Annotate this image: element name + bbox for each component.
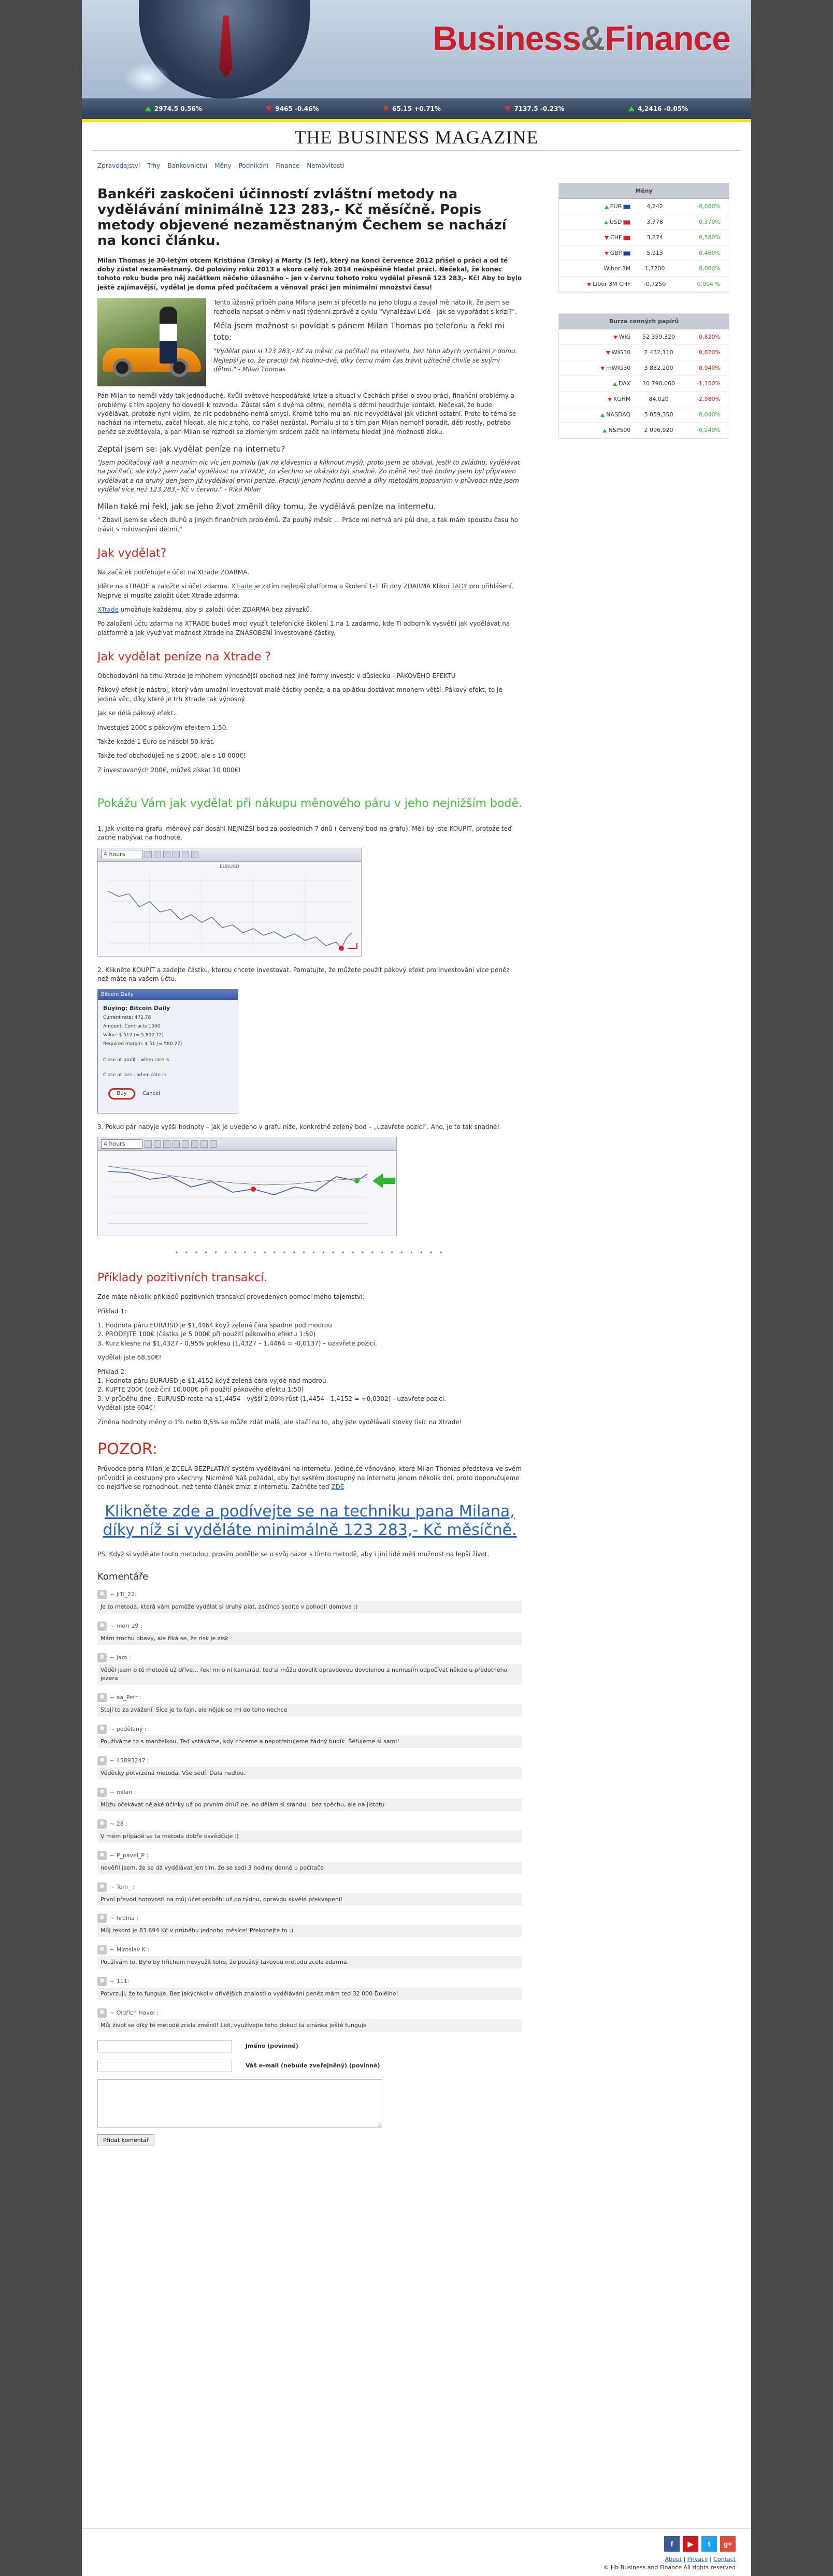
- lowest-point-marker: [339, 946, 344, 951]
- stocks-title: Burza cenných papírů: [559, 314, 729, 329]
- arrow-up-icon: [600, 413, 605, 417]
- comment: [97, 1819, 522, 1843]
- quote-name: KGHM: [559, 392, 634, 407]
- dialog-row: Current rate: 472.78: [103, 1015, 151, 1020]
- gridlines: [108, 1166, 367, 1213]
- xtrade-link[interactable]: XTrade: [231, 583, 253, 590]
- avatar-icon: [97, 1945, 107, 1955]
- example-1-heading: Příklad 1:: [97, 1307, 127, 1315]
- ticker-item: 2974.5 0.56%: [145, 105, 202, 112]
- quote-value: 2 432,110: [634, 345, 683, 360]
- comments-title: Komentáře: [97, 1571, 149, 1583]
- zde-link[interactable]: ZDE: [331, 1483, 344, 1491]
- postscript: PS. Když si vyděláte touto metodou, prosím podělte se o svůj názor s tímto metodě, aby i jiní lidé měli možnost na lepší život.: [97, 1550, 490, 1558]
- footer-links: About | Privacy | Contact: [665, 2556, 736, 2563]
- red-point-marker: [251, 1186, 256, 1192]
- comment-text: Můžu očekávat nějaké účinky už po prvním dnu? ne, no dělám si srandu.. bez spěchu, ale na jistotu: [97, 1799, 522, 1811]
- page: [82, 0, 751, 2576]
- twitter-icon[interactable]: t: [701, 2536, 717, 2552]
- comment-list: [97, 1590, 522, 2032]
- stocks-table: [559, 329, 729, 438]
- footer-privacy-link[interactable]: Privacy: [687, 2556, 708, 2563]
- heading-examples: Příklady pozitivních transakcí.: [97, 1271, 268, 1285]
- email-input[interactable]: [97, 2060, 232, 2072]
- chart-toolbar: [98, 848, 361, 862]
- quote-change: 0,820%: [684, 329, 729, 345]
- quote-name: NSP500: [559, 423, 634, 438]
- touch-glow: [123, 62, 170, 93]
- comment-text: Můj život se díky té metodě zcela změnil! Lidi, využívejte toho dokud ta stránka ještě funguje: [97, 2019, 522, 2032]
- comment-text: Mám trochu obavy, ale říká se, že risk je zisk: [97, 1632, 522, 1645]
- quote-change: 0,004 %: [676, 277, 729, 292]
- quote-name: WIG: [559, 329, 634, 345]
- quote-row: [559, 376, 729, 392]
- paragraph: Průvodce pana Milan je ZCELA BEZPLATNÝ systém vydělávání na internetu. Jediné,čé věnováno, které Milan Thomas představa ve svém průvodci je dostupný pro všechny. Nicméně Náš požádal, aby byl systém dostupný na internetu jenom několik dní, proto doporučujeme co nejdříve se rozhodnout, než tento článek zmizí z internetu. Začněte teď ZDE: [97, 1465, 522, 1491]
- logo-left: Business: [433, 19, 581, 57]
- avatar-icon: [97, 1756, 107, 1765]
- heading-show: Pokážu Vám jak vydělat při nákupu měnového páru v jeho nejnižším bodě.: [97, 797, 522, 811]
- toolbar-button: [154, 1140, 161, 1148]
- article-title: Bankéři zaskočeni účinností zvláštní metody na vydělávání minimálně 123 283,- Kč měsíčně. Popis metody objevené nezaměstnaným Čechem se nachází na konci článku.: [97, 186, 507, 249]
- avatar-icon: [97, 1590, 107, 1599]
- quote-value: 84,020: [634, 392, 683, 407]
- ticker-item: 7137.5 -0.23%: [505, 105, 564, 112]
- timeframe-select: 4 hours: [101, 1139, 142, 1149]
- quote-name: USD: [559, 214, 634, 230]
- paragraph: Jak se dělá pákový efekt..: [97, 710, 177, 717]
- quote-change: 0,820%: [684, 345, 729, 360]
- nav-bankovnictvi[interactable]: Bankovnictví: [167, 162, 208, 169]
- arrow-up-icon: [602, 429, 607, 432]
- avatar-icon: [97, 1883, 107, 1892]
- arrow-up-icon: [613, 382, 617, 386]
- comment: [97, 1977, 522, 2000]
- comment-text: Používám to. Bylo by hříchem nevyužít toho, že použitý takovou metodu zcela zdarma.: [97, 1956, 522, 1969]
- arrow-down-icon: [383, 106, 389, 111]
- flag-icon: [623, 236, 630, 240]
- dialog-body: [98, 1000, 238, 1099]
- example-1-result: Vydělali jste 68,50€!: [97, 1354, 162, 1362]
- divider-dots: • • • • • • • • • • • • • • • • • • • • • • • • • • • •: [175, 1249, 445, 1257]
- quote-value: 4,242: [634, 199, 676, 214]
- example-2-steps: 1. Hodnota páru EUR/USD je $1,4152 když zelená čára vyjde nad modrou. 2. KUPTE 200€ (což činí 10.000€ při použití pákového efektu 1:50) 3. V průběhu dne , EUR/USD roste na $1,4454 - vyšší 2,09% růst (1,4454 - 1,4152 = +0,0302) - uzavřete pozici.: [97, 1377, 446, 1402]
- quote-name: EUR: [559, 199, 634, 214]
- step-3: 3. Pokud pár nabyje vyšší hodnoty – jak je uvedeno v grafu níže, konkrétně zelený bod – „uzavřete pozici". Ano, je to tak snadné!: [97, 1123, 500, 1131]
- toolbar-button: [145, 851, 152, 858]
- paragraph: Na začátek potřebujete účet na Xtrade ZDARMA.: [97, 568, 250, 576]
- avatar-icon: [97, 1622, 107, 1631]
- toolbar-button: [163, 851, 170, 858]
- footer: [82, 2528, 751, 2576]
- comment: [97, 1945, 522, 1969]
- heading-how: Jak vydělat?: [97, 546, 167, 560]
- red-arrow-icon: [348, 943, 357, 948]
- quote: "Jsem počítačový laik a neumím nic víc jen pomalu (jak na klávesnici a kliknout myší), proto jsem se obával, jestli to zvládnu, vydělávat na počítači, ale když jsem začal vydělávat na xTRADE, to všechno se ukázalo být snadné. Zo měně než dvě hodiny jsem byl připraven vydělávat a na druhý den jsem již vydělával první peníze. Pracuji jenom hodinu denně a díky metodám popsaným v průvodci níže jsem vydělal více než 123 283,- Kč v červnu." - Říká Milan: [97, 458, 520, 493]
- car-photo: [97, 298, 206, 386]
- quote-row: [559, 199, 729, 214]
- quote-name: Wibor 3M: [559, 261, 634, 277]
- intro-text: [213, 298, 522, 386]
- comment-text: Věděl jsem o té metodě už dříve… řekl mi o ní kamarád. teď si můžu dovolit opravdovou dovolenou a nemusím odpočívat někde u předotného jezera: [97, 1664, 522, 1685]
- quote-change: 0,580%: [676, 230, 729, 245]
- paragraph: Takže každé 1 Euro se násobí 50 krát.: [97, 738, 215, 745]
- copyright: © Hb Business and Finance All rights reserved: [603, 2564, 736, 2571]
- logo-right: Finance: [605, 19, 730, 57]
- arrow-up-icon: [628, 106, 635, 111]
- quote-value: 1,7200: [634, 261, 676, 277]
- toolbar-button: [182, 1140, 189, 1148]
- dialog-row: Buying: Bitcoin Daily: [103, 1004, 170, 1011]
- dialog-row: Amount: Contracts 1000: [103, 1023, 161, 1029]
- paragraph: Po založení účtu zdarma na XTRADE budeš moci využít telefonické školení 1 na 1 zadarmo, kde Ti odborník vysvětlí jak vydělávat na platformě a jak využívat možnost Xtrade na ZNÁSOBENÍ investované částky.: [97, 620, 510, 636]
- comment-author: ~ aa_Petr :: [97, 1693, 522, 1702]
- comments-section: [97, 1570, 522, 2146]
- toolbar-button: [210, 1140, 217, 1148]
- quote-name: WIG30: [559, 345, 634, 360]
- flag-icon: [623, 205, 630, 209]
- quote-row: [559, 360, 729, 376]
- cta-link[interactable]: Klikněte zde a podívejte se na techniku pana Milana, díky níž si vyděláte minimálně 123 283,- Kč měsíčně.: [103, 1502, 517, 1539]
- currencies-widget: [558, 183, 729, 293]
- example-2-heading: Příklad 2:: [97, 1368, 127, 1376]
- article: [97, 178, 522, 2146]
- man-figure: [160, 307, 177, 364]
- quote-row: [559, 345, 729, 360]
- quote-change: -0,080%: [676, 199, 729, 214]
- xtrade-link[interactable]: XTrade: [97, 605, 119, 613]
- site-logo[interactable]: [433, 19, 730, 58]
- example-2-result: Vydělali jste 604€!: [97, 1404, 155, 1412]
- nav-meny[interactable]: Měny: [214, 162, 232, 169]
- avatar-icon: [97, 1914, 107, 1923]
- dialog-row: Required margin: $ 51 (≈ 580.27): [103, 1041, 182, 1047]
- flag-icon: [623, 251, 630, 256]
- comment: [97, 1725, 522, 1748]
- comment: [97, 1653, 522, 1685]
- avatar-icon: [97, 1788, 107, 1797]
- toolbar-button: [154, 851, 161, 858]
- chart-screenshot-2: [97, 1137, 397, 1236]
- heading-pozor: POZOR:: [97, 1440, 157, 1458]
- comment: [97, 1590, 522, 1613]
- youtube-icon[interactable]: ▶: [683, 2536, 698, 2552]
- gridlines: [108, 876, 352, 948]
- subheading: Milan také mi řekl, jak se jeho život změnil díky tomu, že vydělává peníze na internetu.: [97, 502, 436, 512]
- quote-row: [559, 261, 729, 277]
- google-plus-icon[interactable]: g+: [720, 2536, 736, 2552]
- nav-trhy[interactable]: Trhy: [147, 162, 161, 169]
- timeframe-select: 4 hours: [101, 850, 142, 859]
- quote-value: 2 096,920: [634, 423, 683, 438]
- intro-paragraph: Tento úžasný příběh pana Milana jsem si přečetla na jeho blogu a zaujal mě natolik, že jsem se rozhodla napsat o něm v naší týdenní zprávě z cyklu "Vynalézaví Lidé - jak se vypořádat s krizí?".: [213, 299, 517, 315]
- toolbar-button: [173, 1140, 180, 1148]
- nav-zpravodajstvi[interactable]: Zpravodajství: [97, 162, 140, 169]
- quote-change: -2,980%: [684, 392, 729, 407]
- paragraph: Jděte na xTRADE a založte si účet zdarma. XTrade je zatím nejlepší platforma a školení 1-1 Tři dny ZDARMA Klikni TADY pro přihlášení. Nejprve si musíte založit účet Xtrade zdarma.: [97, 583, 514, 599]
- ticker-item: 9465 -0.46%: [266, 105, 319, 112]
- arrow-down-icon: [608, 398, 612, 401]
- comment-text: Věděcky potvrzená metoda. Vše sedí. Dala nedlou.: [97, 1767, 522, 1779]
- currencies-table: [559, 199, 729, 292]
- name-input[interactable]: [97, 2040, 232, 2052]
- sidebar: [558, 178, 729, 2146]
- arrow-up-icon: [145, 106, 151, 111]
- quote-row: [559, 392, 729, 407]
- arrow-down-icon: [605, 252, 609, 255]
- header-banner: [82, 0, 751, 119]
- quote-change: -0,240%: [684, 423, 729, 438]
- green-point-marker: [354, 1178, 360, 1183]
- quote-name: CHF: [559, 230, 634, 245]
- toolbar-button: [182, 851, 189, 858]
- comment-text: Používáme to s manželkou. Teď vstáváme, kdy chceme a nepotřebujeme žádný budík. Šéfujeme si sami!: [97, 1735, 522, 1748]
- footer-contact-link[interactable]: Contact: [713, 2556, 736, 2563]
- quote-name: DAX: [559, 376, 634, 392]
- comment-text: V mém případě se ta metoda dobře osvědčuje :): [97, 1830, 522, 1843]
- arrow-down-icon: [606, 351, 610, 355]
- comment-text: nevěřil jsem, že se dá vydělávat jen tím, že se sedí 3 hodiny denně u počítače: [97, 1862, 522, 1874]
- comment-author: ~ Tom_ :: [97, 1883, 522, 1892]
- arrow-down-icon: [600, 367, 605, 370]
- quote-value: 5 059,350: [634, 407, 683, 423]
- nav-finance[interactable]: Finance: [276, 162, 300, 169]
- social-links: [664, 2536, 736, 2552]
- heading-earn: Jak vydělat peníze na Xtrade ?: [97, 650, 271, 664]
- chart-label: EURUSD: [220, 864, 239, 870]
- arrow-down-icon: [605, 236, 609, 240]
- comment-author: ~ 111:: [97, 1977, 522, 1986]
- paragraph: Změna hodnoty měny o 1% nebo 0,5% se může zdát malá, ale stačí na to, aby jste vydělávali stovky tisíc na Xtrade!: [97, 1418, 462, 1426]
- toolbar-button: [173, 851, 180, 858]
- comment-text: Můj rekord je 83 694 Kč v průběhu jednoho měsíce! Překonejte to :): [97, 1924, 522, 1937]
- paragraph: Pákový efekt je nástroj, který vám umožní investovat malé částky peněz, a na oplátku dostávat mnohem větší. Pákový efekt, to je jediná věc, díky které je trh Xtrade tak výnosný.: [97, 686, 502, 703]
- comment: [97, 1788, 522, 1811]
- quote-change: 0,460%: [676, 245, 729, 261]
- car-wheel: [113, 358, 132, 377]
- price-line: [108, 891, 352, 948]
- ticker-item: 65.15 +0.71%: [383, 105, 441, 112]
- chart-1-svg: [98, 871, 361, 959]
- step-2: 2. Klikněte KOUPIT a zadejte částku, kterou chcete investovat. Pamatujte, že můžete použít pákový efekt pro investování více peněz než máte na vašem účtu.: [97, 966, 510, 983]
- email-label: Váš e-mail (nebude zveřejněný) (povinné): [246, 2062, 380, 2070]
- dialog-row: Close at profit - when rate is: [103, 1057, 169, 1063]
- comment-author: ~ 28 :: [97, 1819, 522, 1829]
- comment: [97, 2008, 522, 2032]
- arrow-up-icon: [605, 205, 609, 209]
- toolbar-button: [200, 1140, 208, 1148]
- avatar-icon: [97, 1977, 107, 1986]
- avatar-icon: [97, 1725, 107, 1734]
- comment: [97, 1851, 522, 1874]
- quote-row: [559, 277, 729, 292]
- chart-screenshot-1: [97, 848, 362, 957]
- comment-author: ~ milan :: [97, 1788, 522, 1797]
- quote-value: 52 359,320: [634, 329, 683, 345]
- comment-text: První převod hotovosti na můj účet proběhl už po týdnu, opravdu skvělé překvapení!: [97, 1893, 522, 1906]
- comment-author: ~ Miroslav K :: [97, 1945, 522, 1955]
- paragraph: Obchodování na trhu Xtrade je mnohem výnosnější obchod než jiné formy investic v důsledku - PÁKOVÉHO EFEKTU: [97, 672, 456, 680]
- quote-value: 3 832,200: [634, 360, 683, 376]
- article-lead: Milan Thomas je 30-letým otcem Kristiána (3roky) a Marty (5 let), který na konci července 2012 přišel o práci a od té doby zůstal nezaměstnaný. Od poloviny roku 2013 a skoro celý rok 2014 neúspěšně hledal práci. Nečekal, že konec tohoto roku bude pro něj začátkem něčeho úžasného – jen v červnu tohoto roku vydělal přesně 123 283,- Kč! Aby to bylo ještě zajímavější, vydělal je doma před počítačem a věnoval práci jen minimální množství času!: [97, 256, 522, 291]
- magazine-title: THE BUSINESS MAGAZINE: [92, 122, 741, 151]
- comment-author: ~ hrdina :: [97, 1914, 522, 1923]
- logo-amp: &: [580, 19, 605, 57]
- paragraph: Pán Milan to neměl vždy tak jednoduché. Kvůli světové hospodářské krize a situaci v Čechách přišel o svou práci, finanční problémy a problémy s tím spojeny ho dovedli k rozvodu. Zůstal sám s dvěma dětmi, neměla s dětmi neudržuje kontakt. Nečekal, že bude vydělávat, protože nyní vidím, že nic podobného nemá smysl. Kromě toho mu ani nic nevydělával jak všichni ostatní. Proto to téma se nachází na internetu, začal hledat, ale nic z toho, co našel nezůstal. Pomalu si to s tím pan Milan nemohl poradit, děti rostly, potřeba peněz se zvětšovala, a pan Milan se rozhodl se zlomeným srdcem začít na internetu hledat jiné možnosti zisku.: [97, 392, 516, 436]
- avatar-icon: [97, 1693, 107, 1702]
- paragraph: Investuješ 200€ s pákovým efektem 1:50.: [97, 723, 228, 731]
- comment-author: ~ mon_z9 :: [97, 1622, 522, 1631]
- subheading: Zeptal jsem se: jak vydělat peníze na internetu?: [97, 444, 285, 454]
- paragraph: Takže teď obchoduješ ne s 200€, ale s 10 000€!: [97, 752, 246, 760]
- toolbar-button: [145, 1140, 152, 1148]
- intro-question: Měla jsem možnost si povídat s pánem Milan Thomas po telefonu a řekl mi toto:: [213, 321, 505, 342]
- quote-change: 0,940%: [684, 360, 729, 376]
- comment-text: Potvrzuji, že to funguje. Bez jakýchkoliv dřívějších znalostí o vydělávání peněz mám teď 32 000 Ďoléiho!: [97, 1988, 522, 2000]
- quote-change: 0,370%: [676, 214, 729, 230]
- toolbar-button: [191, 1140, 198, 1148]
- submit-comment-button[interactable]: Přidat komentář: [97, 2134, 154, 2146]
- example-1-steps: 1. Hodnota páru EUR/USD je $1,4464 když zelená čára spadne pod modrou 2. PRODEJTE 100€ (částka je 5 000€ při použití pákového efektu 1:50) 3. Kurz klesne na $1,4327 - 0,95% poklesu (1,4327 – 1,4464 = -0,0137) – uzavřete pozici.: [97, 1322, 377, 1347]
- content-area: [82, 178, 751, 2146]
- nav-nemovitosti[interactable]: Nemovitosti: [307, 162, 344, 169]
- quote-name: NASDAQ: [559, 407, 634, 423]
- comment: [97, 1756, 522, 1779]
- comment-form: [97, 2040, 522, 2146]
- facebook-icon[interactable]: f: [664, 2536, 680, 2552]
- comment-textarea[interactable]: [97, 2079, 382, 2128]
- ticker-item: 4,2416 -0.05%: [628, 105, 688, 112]
- paragraph: Z investovaných 200€, můžeš získat 10 000€!: [97, 766, 241, 774]
- paragraph: XTrade umožňuje každému, aby si založil účet ZDARMA bez závazků.: [97, 605, 312, 613]
- quote-value: 10 790,060: [634, 376, 683, 392]
- quote-row: [559, 214, 729, 230]
- quote-value: -0,7250: [634, 277, 676, 292]
- arrow-down-icon: [613, 336, 617, 339]
- chart-2-svg: [98, 1151, 396, 1236]
- arrow-up-icon: [604, 221, 608, 224]
- tady-link[interactable]: TADY: [451, 583, 467, 590]
- dialog-title: Bitcoin Daily: [98, 990, 238, 1000]
- intro-section: [97, 298, 522, 386]
- quote-name: GBP: [559, 245, 634, 261]
- footer-about-link[interactable]: About: [665, 2556, 682, 2563]
- toolbar-button: [191, 851, 198, 858]
- comment-text: Stojí to za zvážení. Sice je to fajn, ale nějak se mi do toho nechce: [97, 1704, 522, 1716]
- dialog-cancel-button: Cancel: [142, 1090, 160, 1096]
- flag-icon: [623, 220, 630, 225]
- paragraph: Zde máte několik příkladů pozitivních transakcí provedených pomocí mého tajemství:: [97, 1293, 365, 1301]
- comment-author: ~ podělaný :: [97, 1725, 522, 1734]
- toolbar-button: [163, 1140, 170, 1148]
- quote-row: [559, 407, 729, 423]
- quote-row: [559, 423, 729, 438]
- chart-toolbar: [98, 1137, 396, 1151]
- arrow-down-icon: [587, 283, 591, 286]
- buy-dialog-screenshot: [97, 989, 238, 1113]
- arrow-down-icon: [505, 106, 511, 111]
- step-1: 1. Jak vidíte na grafu, měnový pár dosáhl NEJNIŽŠÍ bod za posledních 7 dnů ( červený bod na grafu). Měli by jste KOUPIT, protože teď začne nabývat na hodnotě.: [97, 825, 512, 842]
- dialog-buy-button: Buy: [108, 1088, 135, 1099]
- green-arrow-icon: [372, 1174, 395, 1188]
- quote-name: Libor 3M CHF: [559, 277, 634, 292]
- avatar-icon: [97, 1653, 107, 1662]
- comment-author: ~ 45893247 :: [97, 1756, 522, 1765]
- quote-row: [559, 329, 729, 345]
- avatar-icon: [97, 2008, 107, 2018]
- intro-quote: "Vydělat pani si 123 283,- Kč za měsíc na počítači na internetu, bez toho abych vycházel z domu. Nejlepší je to, že pracuji tak hodinu-dvě, díky čemu mám čas trávit užitečně chvíle se svými dětmi." - Milan Thomas: [213, 348, 518, 373]
- currencies-title: Měny: [559, 183, 729, 199]
- dialog-row: Close at loss - when rate is: [103, 1072, 166, 1078]
- quote-row: [559, 245, 729, 261]
- quote-value: 5,913: [634, 245, 676, 261]
- quote: " Zbavil jsem se všech dluhů a jiných finančních problémů. Za pouhý měsíc ... Práce mi netrvá ani půl dne, a tak mám spoustu času ho trávit s milovanými dětmi.": [97, 516, 519, 533]
- name-label: Jméno (povinné): [246, 2043, 298, 2050]
- quote-change: -0,040%: [684, 407, 729, 423]
- market-ticker: [82, 98, 751, 119]
- comment: [97, 1914, 522, 1937]
- quote-value: 3,778: [634, 214, 676, 230]
- comment-author: ~ JiTi_22:: [97, 1590, 522, 1599]
- comment: [97, 1622, 522, 1645]
- avatar-icon: [97, 1819, 107, 1829]
- quote-name: mWIG30: [559, 360, 634, 376]
- comment-author: ~ Oldřich Havel :: [97, 2008, 522, 2018]
- comment-author: ~ jaro :: [97, 1653, 522, 1662]
- quote-value: 3,874: [634, 230, 676, 245]
- quote-change: -1,150%: [684, 376, 729, 392]
- avatar-icon: [97, 1851, 107, 1860]
- stocks-widget: [558, 313, 729, 439]
- main-nav: [82, 151, 751, 178]
- arrow-down-icon: [266, 106, 272, 111]
- comment-text: Je to metoda, která vám pomůže vydělat si druhý plat, začínco sedíte v pohodlí domova :): [97, 1601, 522, 1613]
- comment: [97, 1693, 522, 1716]
- comment-author: ~ P_pavel_P :: [97, 1851, 522, 1860]
- nav-podnikani[interactable]: Podnikání: [238, 162, 269, 169]
- quote-row: [559, 230, 729, 245]
- dialog-row: Value: $ 512 (≈ 5 802.72): [103, 1032, 164, 1038]
- quote-change: 0,000%: [676, 261, 729, 277]
- comment: [97, 1883, 522, 1906]
